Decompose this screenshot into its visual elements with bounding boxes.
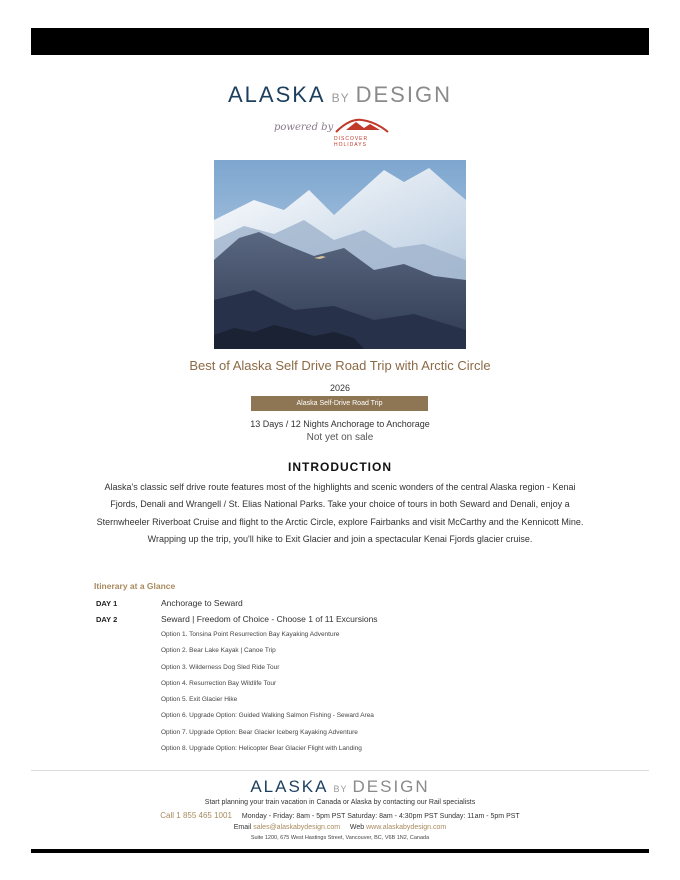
web-label: Web (349, 824, 365, 831)
bottom-bar (31, 849, 649, 853)
option-item: Option 1. Tonsina Point Resurrection Bay Kayaking Adventure (161, 631, 340, 638)
option-item: Option 8. Upgrade Option: Helicopter Bear Glacier Flight with Landing (161, 745, 362, 752)
logo-word-design: DESIGN (352, 777, 430, 796)
footer-divider (31, 770, 649, 771)
phone-link[interactable]: Call 1 855 465 1001 (160, 811, 232, 820)
option-item: Option 5. Exit Glacier Hike (161, 696, 238, 703)
footer-logo (0, 777, 680, 799)
option-item: Option 4. Resurrection Bay Wildlife Tour (161, 680, 277, 687)
footer-address: Suite 1200, 675 West Hastings Street, Vancouver, BC, V6B 1N2, Canada (250, 835, 430, 841)
day-1-label: DAY 1 (96, 599, 118, 608)
logo-word-design: DESIGN (355, 82, 452, 107)
introduction-text: Alaska's classic self drive route features most of the highlights and scenic wonders of the central Alaska region - Kenai Fjords, Denali and Wrangell / St. Elias National Parks. Take your choice of tours in both Seward and Denali, enjoy a Sternwheeler Riverboat Cruise and flight to the Arctic Circle, explore Fairbanks and visit McCarthy and the Kennicott Mine. Wrapping up the trip, you'll hike to Exit Glacier and join a spectacular Kenai Fjords glacier cruise. (96, 482, 584, 544)
logo-word-alaska: ALASKA (228, 82, 326, 107)
trip-category-badge: Alaska Self-Drive Road Trip (251, 396, 428, 411)
logo-word-by: BY (333, 784, 348, 794)
option-item: Option 6. Upgrade Option: Guided Walking Salmon Fishing - Seward Area (161, 712, 374, 719)
top-banner-bar (31, 28, 649, 55)
powered-by-text: powered by (274, 122, 334, 133)
logo-word-by: BY (331, 91, 350, 105)
footer-email-web (0, 824, 680, 831)
trip-title: Best of Alaska Self Drive Road Trip with Arctic Circle (189, 358, 491, 373)
email-link[interactable]: sales@alaskabydesign.com (253, 824, 341, 831)
trip-duration-route: 13 Days / 12 Nights Anchorage to Anchorage (250, 419, 430, 429)
option-item: Option 2. Bear Lake Kayak | Canoe Trip (161, 647, 276, 654)
discover-holidays-mountain-icon (332, 116, 392, 136)
email-label: Email (233, 824, 252, 831)
option-item: Option 7. Upgrade Option: Bear Glacier Iceberg Kayaking Adventure (161, 729, 358, 736)
powered-by-logo (272, 116, 402, 148)
alaska-by-design-logo (0, 82, 680, 111)
day-2-label: DAY 2 (96, 615, 118, 624)
footer-tagline: Start planning your train vacation in Canada or Alaska by contacting our Rail specialists (204, 799, 476, 806)
partner-logo-text: DISCOVER HOLIDAYS (334, 136, 369, 148)
day-1-text: Anchorage to Seward (161, 598, 243, 608)
logo-word-alaska: ALASKA (250, 777, 329, 796)
sale-status: Not yet on sale (306, 432, 374, 443)
day-2-text: Seward | Freedom of Choice - Choose 1 of 11 Excursions (161, 614, 378, 624)
option-item: Option 3. Wilderness Dog Sled Ride Tour (161, 664, 280, 671)
office-hours: Monday - Friday: 8am - 5pm PST Saturday: 8am - 4:30pm PST Sunday: 11am - 5pm PST (241, 813, 520, 820)
footer-contact-line (0, 811, 680, 820)
web-link[interactable]: www.alaskabydesign.com (366, 824, 447, 831)
itinerary-heading: Itinerary at a Glance (94, 581, 176, 591)
trip-year: 2026 (329, 383, 351, 393)
introduction-heading: INTRODUCTION (288, 460, 392, 474)
hero-mountain-image (214, 160, 466, 349)
